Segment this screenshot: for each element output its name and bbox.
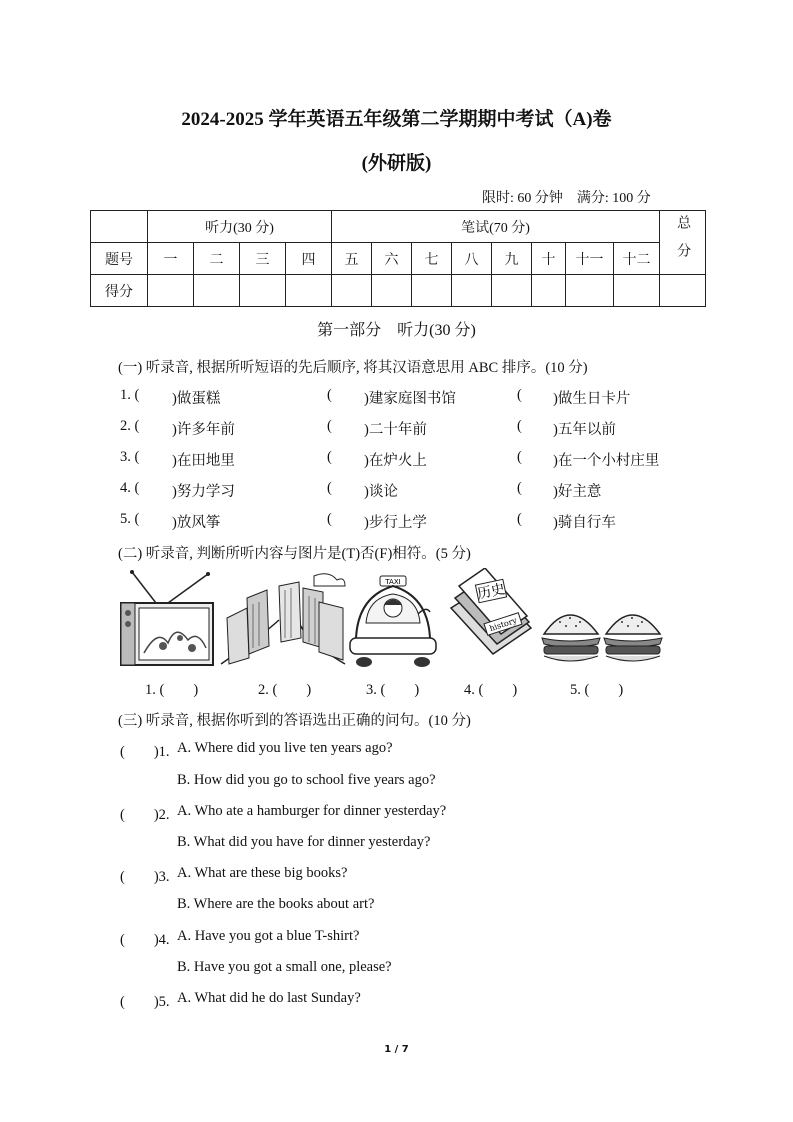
- item-number: 5. (: [120, 511, 140, 527]
- section2-heading: (二) 听录音, 判断所听内容与图片是(T)否(F)相符。(5 分): [118, 546, 471, 562]
- score-cell[interactable]: [660, 275, 706, 307]
- question-number: 十一: [566, 243, 614, 275]
- book-title: 历史: [475, 581, 507, 603]
- question-number: 二: [194, 243, 240, 275]
- exam-title: 2024-2025 学年英语五年级第二学期期中考试（A)卷: [181, 109, 612, 130]
- answer-bracket: ( )3.: [120, 869, 170, 885]
- score-cell[interactable]: [532, 275, 566, 307]
- taxi-picture: [346, 568, 440, 668]
- picture-answer[interactable]: 2. ( ): [258, 682, 312, 698]
- option-b: )二十年前: [364, 422, 427, 438]
- option-c: )骑自行车: [553, 515, 616, 531]
- option-c: )好主意: [553, 484, 602, 500]
- option-b: )谈论: [364, 484, 398, 500]
- open-paren: (: [327, 511, 332, 527]
- question-number: 三: [240, 243, 286, 275]
- question-number: 四: [286, 243, 332, 275]
- open-paren: (: [327, 480, 332, 496]
- answer-bracket: ( )4.: [120, 932, 170, 948]
- option-a: )放风筝: [172, 515, 221, 531]
- part1-title: 第一部分 听力(30 分): [317, 322, 476, 339]
- open-paren: (: [517, 449, 522, 465]
- history-books-picture: [445, 568, 533, 668]
- option-b: B. Where are the books about art?: [177, 896, 375, 912]
- option-a: )做蛋糕: [172, 391, 221, 407]
- option-b: )步行上学: [364, 515, 427, 531]
- item-number: 1. (: [120, 387, 140, 403]
- city-picture: [219, 568, 347, 668]
- option-c: )五年以前: [553, 422, 616, 438]
- question-number: 六: [372, 243, 412, 275]
- option-a: )许多年前: [172, 422, 235, 438]
- question-row-label: 题号: [91, 243, 148, 275]
- answer-bracket: ( )2.: [120, 807, 170, 823]
- score-cell[interactable]: [372, 275, 412, 307]
- picture-answer[interactable]: 1. ( ): [145, 682, 199, 698]
- item-number: 2. (: [120, 418, 140, 434]
- time-score-info: 限时: 60 分钟 满分: 100 分: [482, 191, 651, 206]
- hamburgers-picture: [538, 568, 666, 668]
- option-a: A. What did he do last Sunday?: [177, 990, 361, 1006]
- picture-answer[interactable]: 4. ( ): [464, 682, 518, 698]
- score-cell[interactable]: [194, 275, 240, 307]
- question-number: 一: [148, 243, 194, 275]
- option-a: A. What are these big books?: [177, 865, 348, 881]
- score-cell[interactable]: [452, 275, 492, 307]
- score-cell[interactable]: [286, 275, 332, 307]
- score-cell[interactable]: [332, 275, 372, 307]
- taxi-sign: TAXI: [385, 578, 401, 586]
- option-b: B. How did you go to school five years ago?: [177, 772, 436, 788]
- option-a: A. Have you got a blue T-shirt?: [177, 928, 360, 944]
- book-label: history: [488, 615, 518, 634]
- question-number: 十二: [614, 243, 660, 275]
- score-row-label: 得分: [91, 275, 148, 307]
- score-cell[interactable]: [614, 275, 660, 307]
- option-c: )做生日卡片: [553, 391, 631, 407]
- exam-subtitle: (外研版): [361, 153, 432, 174]
- item-number: 3. (: [120, 449, 140, 465]
- question-number: 八: [452, 243, 492, 275]
- score-cell[interactable]: [492, 275, 532, 307]
- option-a: )努力学习: [172, 484, 235, 500]
- open-paren: (: [327, 387, 332, 403]
- option-c: )在一个小村庄里: [553, 453, 660, 469]
- open-paren: (: [327, 449, 332, 465]
- option-a: A. Who ate a hamburger for dinner yesterday?: [177, 803, 447, 819]
- score-cell[interactable]: [566, 275, 614, 307]
- open-paren: (: [517, 418, 522, 434]
- question-number: 九: [492, 243, 532, 275]
- open-paren: (: [327, 418, 332, 434]
- picture-answer[interactable]: 5. ( ): [570, 682, 624, 698]
- item-number: 4. (: [120, 480, 140, 496]
- answer-bracket: ( )1.: [120, 744, 170, 760]
- tv-picture: [118, 568, 216, 668]
- open-paren: (: [517, 480, 522, 496]
- option-b: )在炉火上: [364, 453, 427, 469]
- section1-heading: (一) 听录音, 根据所听短语的先后顺序, 将其汉语意思用 ABC 排序。(10 分): [118, 360, 588, 376]
- open-paren: (: [517, 387, 522, 403]
- total-label: 总分: [675, 214, 691, 271]
- total-header: [660, 211, 706, 275]
- option-a: )在田地里: [172, 453, 235, 469]
- option-b: B. What did you have for dinner yesterday?: [177, 834, 431, 850]
- score-table: [90, 210, 706, 307]
- question-number: 七: [412, 243, 452, 275]
- page-number: 1 / 7: [384, 1044, 409, 1055]
- writing-header: 笔试(70 分): [332, 211, 660, 243]
- question-number: 五: [332, 243, 372, 275]
- question-number: 十: [532, 243, 566, 275]
- option-b: )建家庭图书馆: [364, 391, 456, 407]
- picture-answer[interactable]: 3. ( ): [366, 682, 420, 698]
- option-a: A. Where did you live ten years ago?: [177, 740, 393, 756]
- score-cell[interactable]: [240, 275, 286, 307]
- score-cell[interactable]: [148, 275, 194, 307]
- open-paren: (: [517, 511, 522, 527]
- listening-header: 听力(30 分): [148, 211, 332, 243]
- option-b: B. Have you got a small one, please?: [177, 959, 392, 975]
- score-cell[interactable]: [412, 275, 452, 307]
- answer-bracket: ( )5.: [120, 994, 170, 1010]
- section3-heading: (三) 听录音, 根据你听到的答语选出正确的问句。(10 分): [118, 713, 471, 729]
- blank-cell: [91, 211, 148, 243]
